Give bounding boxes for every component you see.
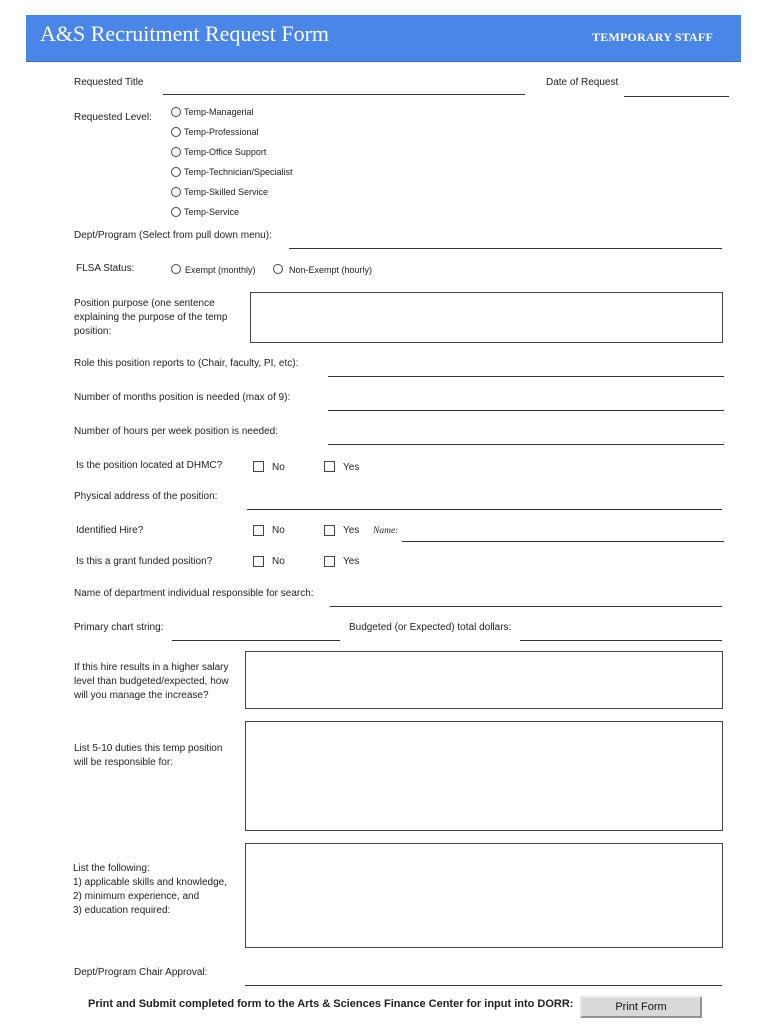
skills-experience-textbox[interactable] (245, 843, 723, 948)
flsa-exempt-radio[interactable] (171, 264, 181, 274)
grant-funded-label: Is this a grant funded position? (76, 556, 213, 567)
flsa-exempt-label: Exempt (monthly) (185, 265, 256, 275)
dhmc-no-checkbox[interactable] (253, 461, 264, 472)
list-education-label: 3) education required: (73, 905, 171, 916)
months-needed-field[interactable] (328, 410, 724, 411)
staff-type-badge: TEMPORARY STAFF (592, 30, 713, 44)
level-option-label: Temp-Technician/Specialist (184, 167, 293, 177)
level-service-radio[interactable] (171, 207, 181, 217)
budgeted-dollars-label: Budgeted (or Expected) total dollars: (349, 622, 512, 633)
hire-name-field[interactable] (402, 541, 724, 542)
level-option-label: Temp-Professional (184, 127, 259, 137)
submit-instruction: Print and Submit completed form to the Arts & Sciences Finance Center for input into DORR: (88, 998, 574, 1010)
list-following-label: List the following: (73, 863, 150, 874)
identified-hire-yes-label: Yes (343, 525, 360, 536)
grant-yes-checkbox[interactable] (324, 556, 335, 567)
flsa-nonexempt-radio[interactable] (273, 264, 283, 274)
position-purpose-label: Position purpose (one sentence explaining the purpose of the temp position: (74, 298, 228, 337)
dept-program-select[interactable] (289, 248, 722, 249)
list-skills-label: 1) applicable skills and knowledge, (73, 877, 227, 888)
identified-hire-label: Identified Hire? (76, 525, 144, 536)
budgeted-dollars-field[interactable] (520, 640, 722, 641)
dhmc-yes-label: Yes (343, 462, 360, 473)
level-skilled-service-radio[interactable] (171, 187, 181, 197)
grant-yes-label: Yes (343, 556, 360, 567)
print-form-button[interactable]: Print Form (580, 996, 702, 1018)
hours-per-week-label: Number of hours per week position is needed: (74, 426, 279, 437)
physical-address-label: Physical address of the position: (74, 491, 218, 502)
reports-to-label: Role this position reports to (Chair, faculty, PI, etc): (74, 358, 299, 369)
grant-no-label: No (272, 556, 285, 567)
flsa-nonexempt-label: Non-Exempt (hourly) (289, 265, 373, 275)
dhmc-yes-checkbox[interactable] (324, 461, 335, 472)
higher-salary-label: If this hire results in a higher salary level than budgeted/expected, how will you manage the increase? (74, 662, 229, 701)
form-header (26, 15, 741, 62)
level-option-label: Temp-Managerial (184, 107, 254, 117)
identified-hire-no-label: No (272, 525, 285, 536)
higher-salary-textbox[interactable] (245, 651, 723, 709)
level-technician-radio[interactable] (171, 167, 181, 177)
grant-no-checkbox[interactable] (253, 556, 264, 567)
level-office-support-radio[interactable] (171, 147, 181, 157)
chart-string-field[interactable] (172, 640, 340, 641)
requested-title-label: Requested Title (74, 77, 144, 88)
duties-textbox[interactable] (245, 721, 723, 831)
date-of-request-label: Date of Request (546, 77, 619, 88)
dhmc-no-label: No (272, 462, 285, 473)
date-of-request-field[interactable] (624, 96, 729, 97)
list-experience-label: 2) minimum experience, and (73, 891, 200, 902)
dept-program-label: Dept/Program (Select from pull down menu): (74, 230, 272, 241)
duties-label: List 5-10 duties this temp position will be responsible for: (74, 743, 223, 768)
level-managerial-radio[interactable] (171, 107, 181, 117)
responsible-individual-label: Name of department individual responsible for search: (74, 588, 314, 599)
responsible-individual-field[interactable] (330, 606, 722, 607)
hours-per-week-field[interactable] (328, 444, 724, 445)
level-option-label: Temp-Service (184, 207, 240, 217)
form-title: A&S Recruitment Request Form (40, 21, 330, 46)
physical-address-field[interactable] (247, 509, 722, 510)
hire-name-label: Name: (373, 526, 399, 536)
identified-hire-no-checkbox[interactable] (253, 525, 264, 536)
requested-title-field[interactable] (163, 94, 525, 95)
reports-to-field[interactable] (328, 376, 724, 377)
identified-hire-yes-checkbox[interactable] (324, 525, 335, 536)
position-purpose-textbox[interactable] (250, 292, 723, 343)
level-option-label: Temp-Office Support (184, 147, 267, 157)
requested-level-label: Requested Level: (74, 112, 152, 123)
chart-string-label: Primary chart string: (74, 622, 164, 633)
months-needed-label: Number of months position is needed (max of 9): (74, 392, 291, 403)
level-professional-radio[interactable] (171, 127, 181, 137)
level-option-label: Temp-Skilled Service (184, 187, 269, 197)
chair-approval-label: Dept/Program Chair Approval: (74, 967, 208, 978)
chair-approval-field[interactable] (245, 985, 722, 986)
flsa-status-label: FLSA Status: (76, 263, 135, 274)
located-dhmc-label: Is the position located at DHMC? (76, 460, 223, 471)
